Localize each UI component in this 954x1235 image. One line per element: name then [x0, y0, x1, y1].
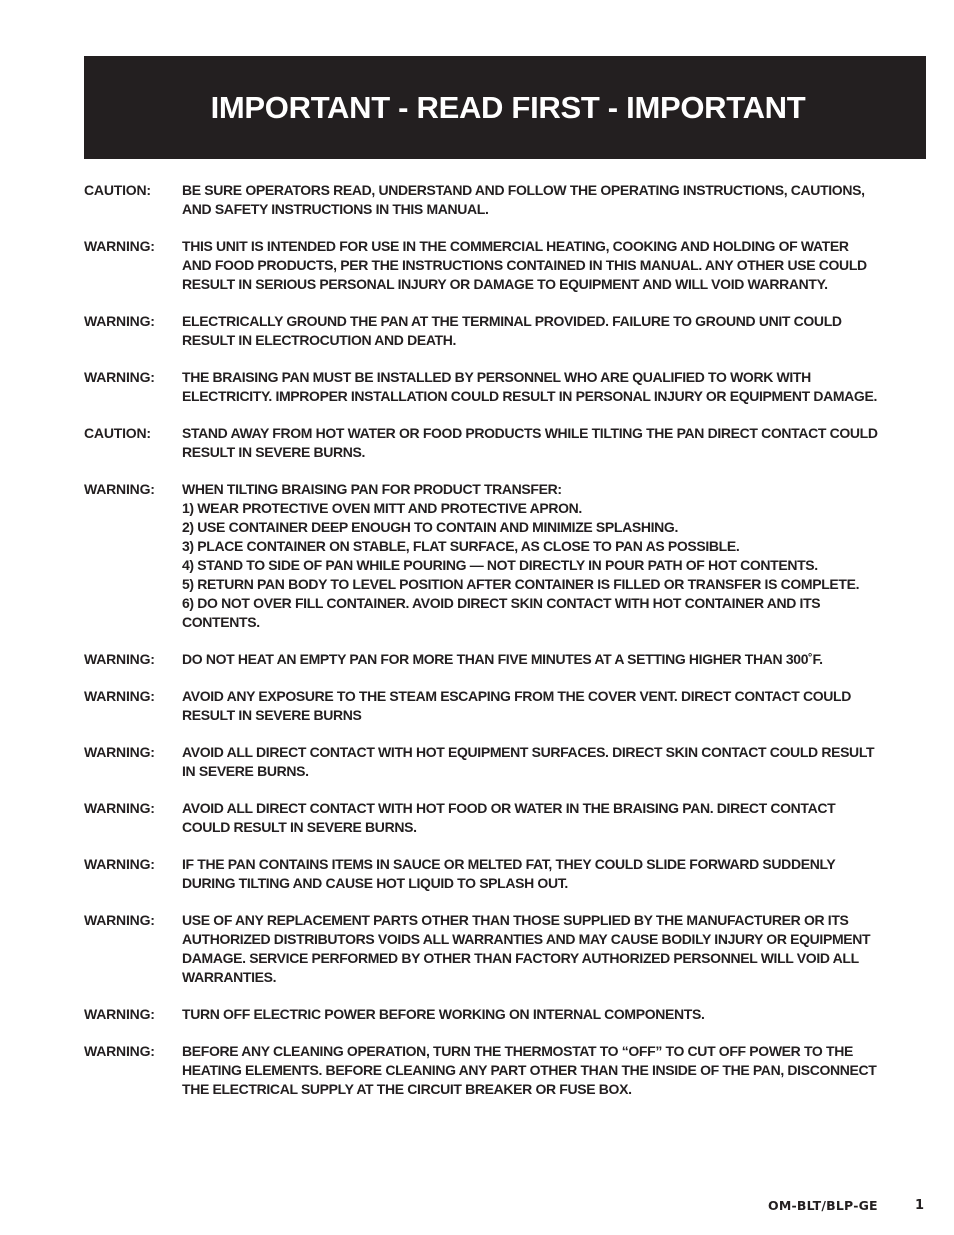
notice-text-line: TURN OFF ELECTRIC POWER BEFORE WORKING ON INTERNAL COMPONENTS.: [182, 1006, 705, 1022]
notice-text-line: RESULT IN SEVERE BURNS.: [182, 444, 366, 460]
page-number: 1: [915, 1198, 925, 1213]
notice-text-line: AND SAFETY INSTRUCTIONS IN THIS MANUAL.: [182, 201, 489, 217]
notice-text-line: 6) DO NOT OVER FILL CONTAINER. AVOID DIRECT SKIN CONTACT WITH HOT CONTAINER AND ITS: [182, 595, 821, 611]
notice-label: WARNING:: [84, 744, 155, 760]
notice-text-line: HEATING ELEMENTS. BEFORE CLEANING ANY PART OTHER THAN THE INSIDE OF THE PAN, DISCONNECT: [182, 1062, 877, 1078]
notice-text-line: RESULT IN SEVERE BURNS: [182, 707, 362, 723]
notice-text-line: 5) RETURN PAN BODY TO LEVEL POSITION AFTER CONTAINER IS FILLED OR TRANSFER IS COMPLETE.: [182, 576, 860, 592]
notice-text: [182, 424, 924, 462]
notice-text-line: WARRANTIES.: [182, 969, 277, 985]
safety-notice: [84, 368, 926, 406]
notice-text-line: AND FOOD PRODUCTS, PER THE INSTRUCTIONS CONTAINED IN THIS MANUAL. ANY OTHER USE COULD: [182, 257, 867, 273]
notice-text-line: BEFORE ANY CLEANING OPERATION, TURN THE THERMOSTAT TO “OFF” TO CUT OFF POWER TO THE: [182, 1043, 853, 1059]
notice-text: [182, 181, 924, 219]
notice-text: [182, 799, 924, 837]
notice-label: WARNING:: [84, 651, 155, 667]
safety-notice: [84, 424, 926, 462]
safety-notice: [84, 181, 926, 219]
notice-text: [182, 1005, 924, 1024]
notice-text-line: 4) STAND TO SIDE OF PAN WHILE POURING — NOT DIRECTLY IN POUR PATH OF HOT CONTENTS.: [182, 557, 818, 573]
notice-text-line: IF THE PAN CONTAINS ITEMS IN SAUCE OR MELTED FAT, THEY COULD SLIDE FORWARD SUDDENLY: [182, 856, 836, 872]
safety-notice: [84, 743, 926, 781]
notice-text-line: RESULT IN SERIOUS PERSONAL INJURY OR DAMAGE TO EQUIPMENT AND WILL VOID WARRANTY.: [182, 276, 828, 292]
safety-notice: [84, 312, 926, 350]
notice-text: [182, 687, 924, 725]
notice-text: [182, 911, 924, 987]
notice-text: [182, 480, 924, 632]
notice-text: [182, 650, 924, 669]
notice-text-line: COULD RESULT IN SEVERE BURNS.: [182, 819, 417, 835]
safety-notice: [84, 480, 926, 632]
notice-text-line: ELECTRICITY. IMPROPER INSTALLATION COULD RESULT IN PERSONAL INJURY OR EQUIPMENT DAMAGE.: [182, 388, 877, 404]
notice-text: [182, 1042, 924, 1099]
notice-label: WARNING:: [84, 369, 155, 385]
notice-label: WARNING:: [84, 313, 155, 329]
notice-text-line: AUTHORIZED DISTRIBUTORS VOIDS ALL WARRANTIES AND MAY CAUSE BODILY INJURY OR EQUIPMENT: [182, 931, 871, 947]
notice-text-line: THIS UNIT IS INTENDED FOR USE IN THE COMMERCIAL HEATING, COOKING AND HOLDING OF WATER: [182, 238, 849, 254]
notice-label: WARNING:: [84, 1043, 155, 1059]
notice-text-line: STAND AWAY FROM HOT WATER OR FOOD PRODUCTS WHILE TILTING THE PAN DIRECT CONTACT COULD: [182, 425, 878, 441]
notice-text-line: AVOID ANY EXPOSURE TO THE STEAM ESCAPING FROM THE COVER VENT. DIRECT CONTACT COULD: [182, 688, 852, 704]
notice-label: WARNING:: [84, 238, 155, 254]
notice-text: [182, 237, 924, 294]
notice-text: [182, 312, 924, 350]
notice-text-line: WHEN TILTING BRAISING PAN FOR PRODUCT TRANSFER:: [182, 481, 562, 497]
safety-notice: [84, 650, 926, 669]
notice-text-line: THE BRAISING PAN MUST BE INSTALLED BY PERSONNEL WHO ARE QUALIFIED TO WORK WITH: [182, 369, 811, 385]
notice-text-line: IN SEVERE BURNS.: [182, 763, 309, 779]
notice-text: [182, 855, 924, 893]
notice-text-line: CONTENTS.: [182, 614, 260, 630]
notice-text-line: AVOID ALL DIRECT CONTACT WITH HOT EQUIPMENT SURFACES. DIRECT SKIN CONTACT COULD RESULT: [182, 744, 875, 760]
safety-notice: [84, 1005, 926, 1024]
safety-notice: [84, 237, 926, 294]
notice-text-line: DAMAGE. SERVICE PERFORMED BY OTHER THAN FACTORY AUTHORIZED PERSONNEL WILL VOID ALL: [182, 950, 859, 966]
notice-text-line: 3) PLACE CONTAINER ON STABLE, FLAT SURFACE, AS CLOSE TO PAN AS POSSIBLE.: [182, 538, 740, 554]
notice-text: [182, 368, 924, 406]
page-title: IMPORTANT - READ FIRST - IMPORTANT: [210, 89, 806, 125]
notice-text-line: DURING TILTING AND CAUSE HOT LIQUID TO SPLASH OUT.: [182, 875, 568, 891]
notice-label: CAUTION:: [84, 182, 151, 198]
notice-label: WARNING:: [84, 481, 155, 497]
notice-label: WARNING:: [84, 688, 155, 704]
notice-label: WARNING:: [84, 912, 155, 928]
notice-text-line: USE OF ANY REPLACEMENT PARTS OTHER THAN THOSE SUPPLIED BY THE MANUFACTURER OR ITS: [182, 912, 849, 928]
safety-notices-list: [84, 181, 926, 1117]
notice-text: [182, 743, 924, 781]
notice-text-line: AVOID ALL DIRECT CONTACT WITH HOT FOOD OR WATER IN THE BRAISING PAN. DIRECT CONTACT: [182, 800, 836, 816]
notice-label: WARNING:: [84, 800, 155, 816]
notice-text-line: 2) USE CONTAINER DEEP ENOUGH TO CONTAIN AND MINIMIZE SPLASHING.: [182, 519, 678, 535]
safety-notice: [84, 799, 926, 837]
safety-notice: [84, 855, 926, 893]
document-code: OM-BLT/BLP-GE: [768, 1198, 878, 1213]
notice-text-line: 1) WEAR PROTECTIVE OVEN MITT AND PROTECTIVE APRON.: [182, 500, 582, 516]
notice-text-line: ELECTRICALLY GROUND THE PAN AT THE TERMINAL PROVIDED. FAILURE TO GROUND UNIT COULD: [182, 313, 842, 329]
notice-text-line: BE SURE OPERATORS READ, UNDERSTAND AND FOLLOW THE OPERATING INSTRUCTIONS, CAUTIONS,: [182, 182, 865, 198]
notice-text-line: THE ELECTRICAL SUPPLY AT THE CIRCUIT BREAKER OR FUSE BOX.: [182, 1081, 632, 1097]
safety-notice: [84, 687, 926, 725]
safety-notice: [84, 1042, 926, 1099]
notice-label: WARNING:: [84, 856, 155, 872]
title-banner: [84, 56, 926, 159]
notice-label: WARNING:: [84, 1006, 155, 1022]
notice-label: CAUTION:: [84, 425, 151, 441]
safety-notice: [84, 911, 926, 987]
notice-text-line: RESULT IN ELECTROCUTION AND DEATH.: [182, 332, 457, 348]
notice-text-line: DO NOT HEAT AN EMPTY PAN FOR MORE THAN FIVE MINUTES AT A SETTING HIGHER THAN 300˚F.: [182, 651, 823, 667]
